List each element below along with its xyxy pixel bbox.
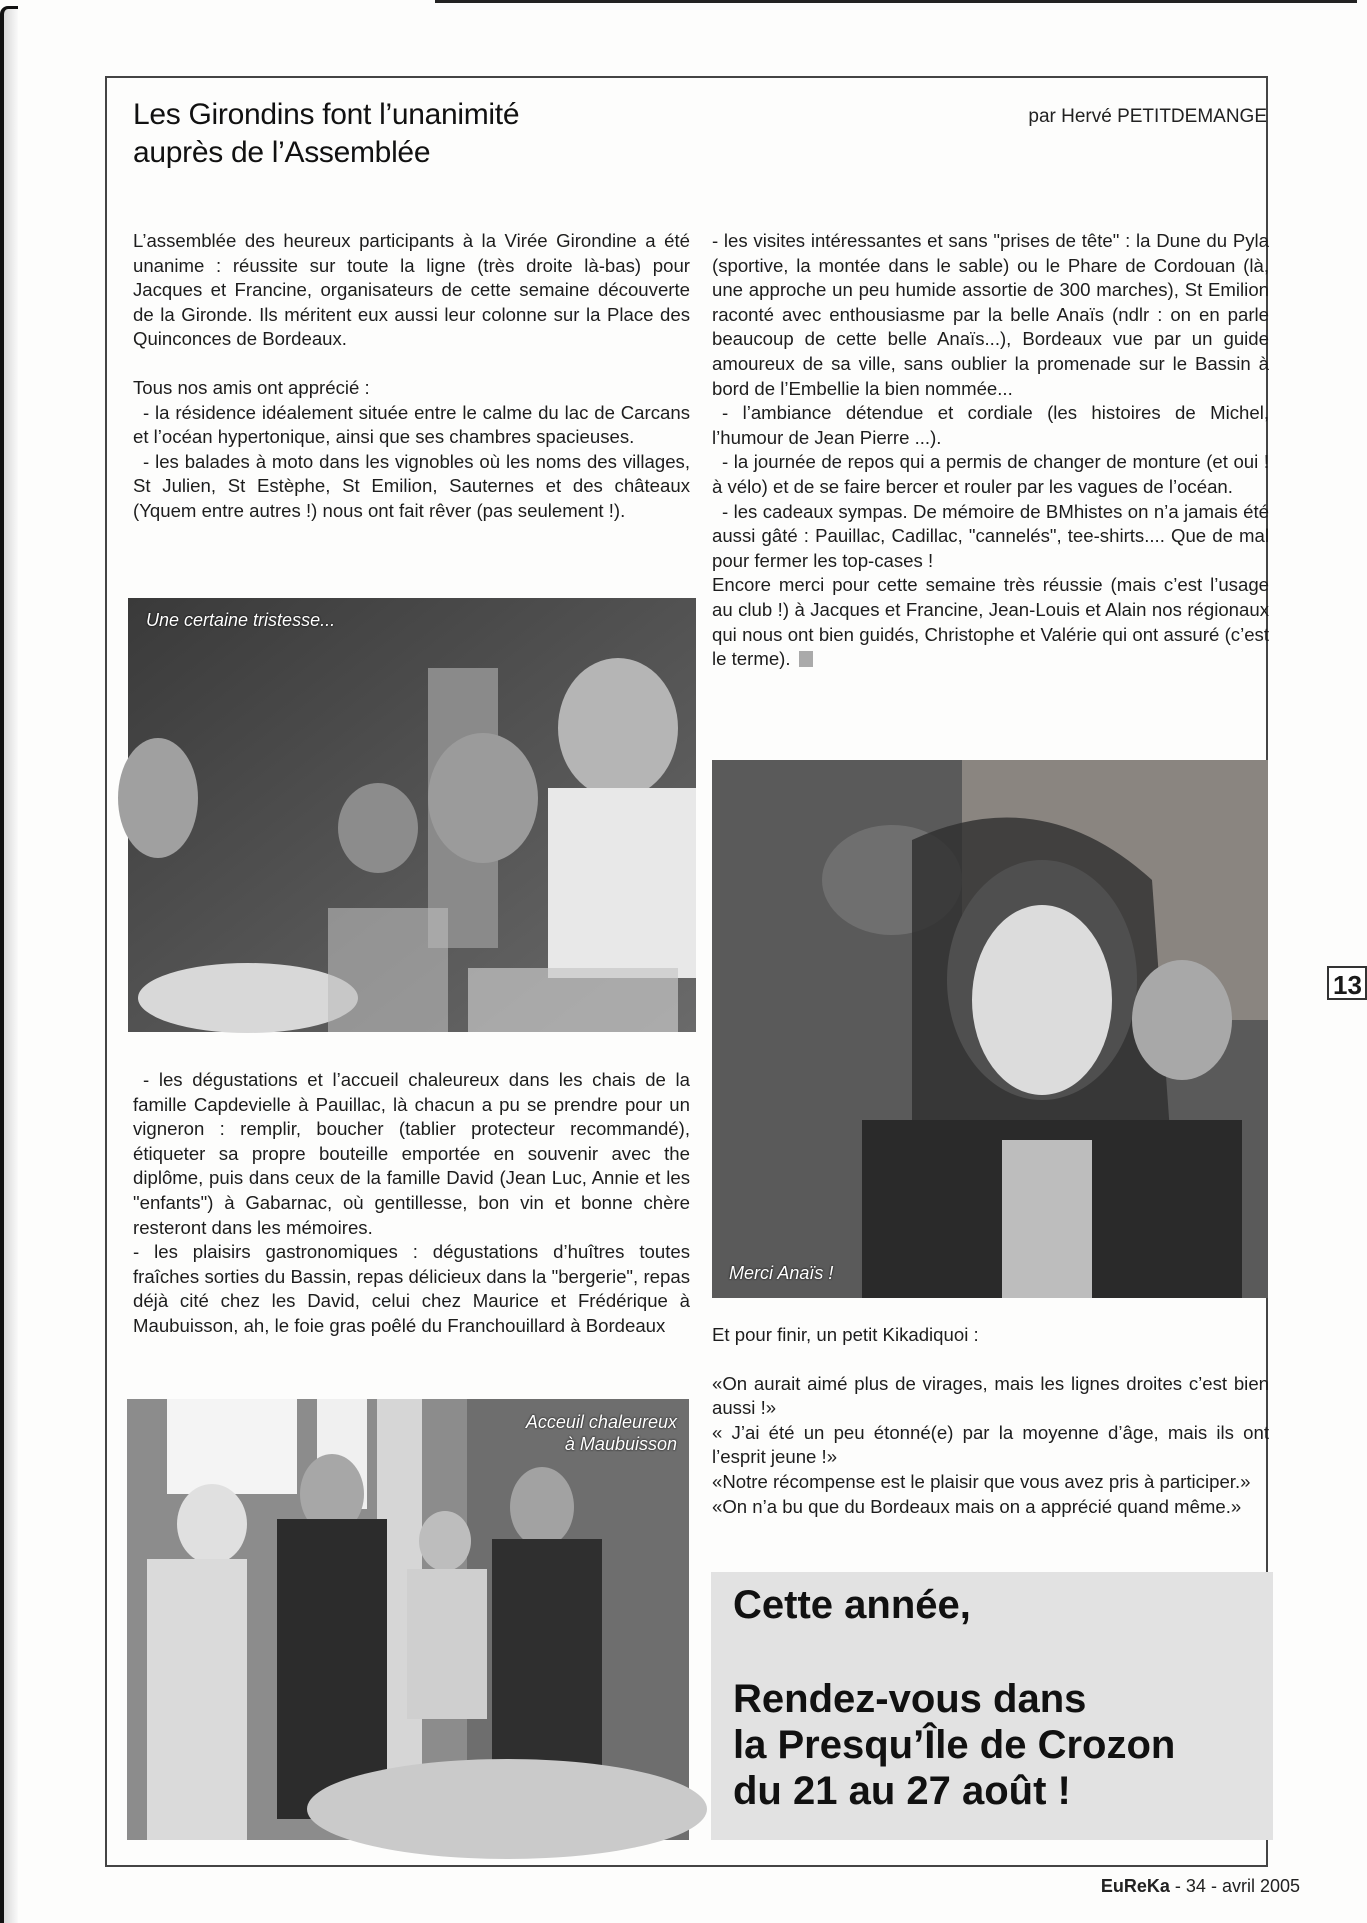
bullet-visits: - les visites intéressantes et sans "prises de tête" : la Dune du Pyla (sportive, la montée dans le sable) ou le Phare de Cordouan (là, une approche un peu humide assortie de 300 marches), St Emilion raconté avec enthousiasme par la belle Anaïs (ndlr : on en parle beaucoup de cette belle Anaïs...), Bordeaux vue par un guide amoureux de sa ville, sans oublier la promenade sur le Bassin à bord de l’Embellie la bien nommée... xyxy=(712,230,1269,399)
left-column-bottom xyxy=(133,1068,690,1339)
kikadiquoi-intro: Et pour finir, un petit Kikadiquoi : xyxy=(712,1324,979,1345)
footer-issue: 34 xyxy=(1185,1876,1206,1896)
announcement-line-2: Rendez-vous dans xyxy=(733,1677,1087,1721)
photo-anais-image xyxy=(712,760,1268,1298)
bullet-moto: - les balades à moto dans les vignobles où les noms des villages, St Julien, St Estèphe, St Emilion, Sauternes et des châteaux (Yquem entre autres !) nous ont fait rêver (pas seulement !). xyxy=(133,450,690,521)
footer-separator: - xyxy=(1174,1876,1181,1896)
page-binding-edge xyxy=(0,6,18,1923)
announcement-box xyxy=(711,1572,1273,1840)
footer-magazine: EuReKa xyxy=(1100,1876,1170,1896)
photo-dinner xyxy=(128,598,696,1032)
left-column-top xyxy=(133,229,690,524)
quote-item: «On n’a bu que du Bordeaux mais on a apprécié quand même.» xyxy=(712,1495,1242,1517)
paragraph-intro: L’assemblée des heureux participants à la Virée Girondine a été unanime : réussite sur toute la ligne (très droite là-bas) pour Jacques et Francine, organisateurs de cette semaine découverte de la Gironde. Ils méritent eux aussi leur colonne sur la Place des Quinconces de Bordeaux. xyxy=(133,230,690,350)
quote-item: « J’ai été un peu étonné(e) par la moyenne d’âge, mais ils ont l’esprit jeune !» xyxy=(712,1421,1269,1468)
quote-item: «Notre récompense est le plaisir que vous avez pris à participer.» xyxy=(712,1470,1251,1492)
page-tab-number: 13 xyxy=(1327,966,1367,1000)
bullet-residence: - la résidence idéalement située entre le calme du lac de Carcans et l’océan hypertonique, ainsi que ses chambres spacieuses. xyxy=(133,401,690,448)
caption-dinner: Une certaine tristesse... xyxy=(146,610,336,630)
kikadiquoi-section xyxy=(712,1323,1269,1519)
photo-dinner-image xyxy=(128,598,696,1032)
right-column-top xyxy=(712,229,1269,672)
bullet-ambiance: - l’ambiance détendue et cordiale (les histoires de Michel, l’humour de Jean Pierre ...). xyxy=(712,402,1269,448)
title-line-2: auprès de l’Assemblée xyxy=(133,136,431,169)
byline: par Hervé PETITDEMANGE xyxy=(1028,106,1267,127)
photo-anais xyxy=(712,760,1268,1298)
announcement-line-3: la Presqu’Île de Crozon xyxy=(733,1723,1176,1767)
caption-anais: Merci Anaïs ! xyxy=(729,1263,834,1283)
bullet-gastronomy: - les plaisirs gastronomiques : dégustations d’huîtres toutes fraîches sorties du Bassin, repas délicieux dans la "bergerie", repas déjà cité chez les David, celui chez Maurice et Frédérique à Maubuisson, ah, le foie gras poêlé du Franchouillard à Bordeaux xyxy=(133,1241,690,1336)
quote-item: «On aurait aimé plus de virages, mais les lignes droites c’est bien aussi !» xyxy=(712,1372,1269,1419)
caption-maubuisson xyxy=(526,1411,677,1455)
footer-separator: - xyxy=(1210,1876,1217,1896)
announcement-line-1: Cette année, xyxy=(733,1583,971,1627)
bullet-rest-day: - la journée de repos qui a permis de changer de monture (et oui ! à vélo) et de se faire bercer et rouler par les vagues de l’océan. xyxy=(712,451,1269,497)
title-line-1: Les Girondins font l’unanimité xyxy=(133,98,520,131)
photo-maubuisson xyxy=(127,1399,689,1840)
page-footer xyxy=(1101,1876,1300,1897)
end-mark-icon xyxy=(799,651,813,667)
footer-date: avril 2005 xyxy=(1221,1876,1300,1896)
caption-maubuisson-line-2: à Maubuisson xyxy=(564,1434,677,1454)
bullet-tastings: - les dégustations et l’accueil chaleureux dans les chais de la famille Capdevielle à Pauillac, là chacun a pu se prendre pour un vigneron : remplir, boucher (tablier protecteur recommandé), étiqueter sa propre bouteille emportée en souvenir avec the diplôme, puis dans ceux de la famille David (Jean Luc, Annie et les "enfants") à Gabarnac, où gentillesse, bon vin et bonne chère resteront dans les mémoires. xyxy=(133,1069,690,1238)
photo-maubuisson-image xyxy=(127,1399,689,1840)
article-title xyxy=(133,96,519,172)
paragraph-appreciated: Tous nos amis ont apprécié : xyxy=(133,376,370,398)
announcement-line-4: du 21 au 27 août ! xyxy=(733,1769,1071,1813)
bullet-gifts: - les cadeaux sympas. De mémoire de BMhistes on n’a jamais été aussi gâté : Pauillac, Cadillac, "cannelés", tee-shirts.... Que de mal pour fermer les top-cases ! xyxy=(712,500,1269,571)
top-rule xyxy=(435,0,1357,3)
caption-maubuisson-line-1: Acceuil chaleureux xyxy=(525,1412,677,1432)
paragraph-thanks: Encore merci pour cette semaine très réussie (mais c’est l’usage au club !) à Jacques et Francine, Jean-Louis et Alain nos régionaux qui nous ont bien guidés, Christophe et Valérie qui ont assuré (c’est le terme). xyxy=(712,574,1269,670)
